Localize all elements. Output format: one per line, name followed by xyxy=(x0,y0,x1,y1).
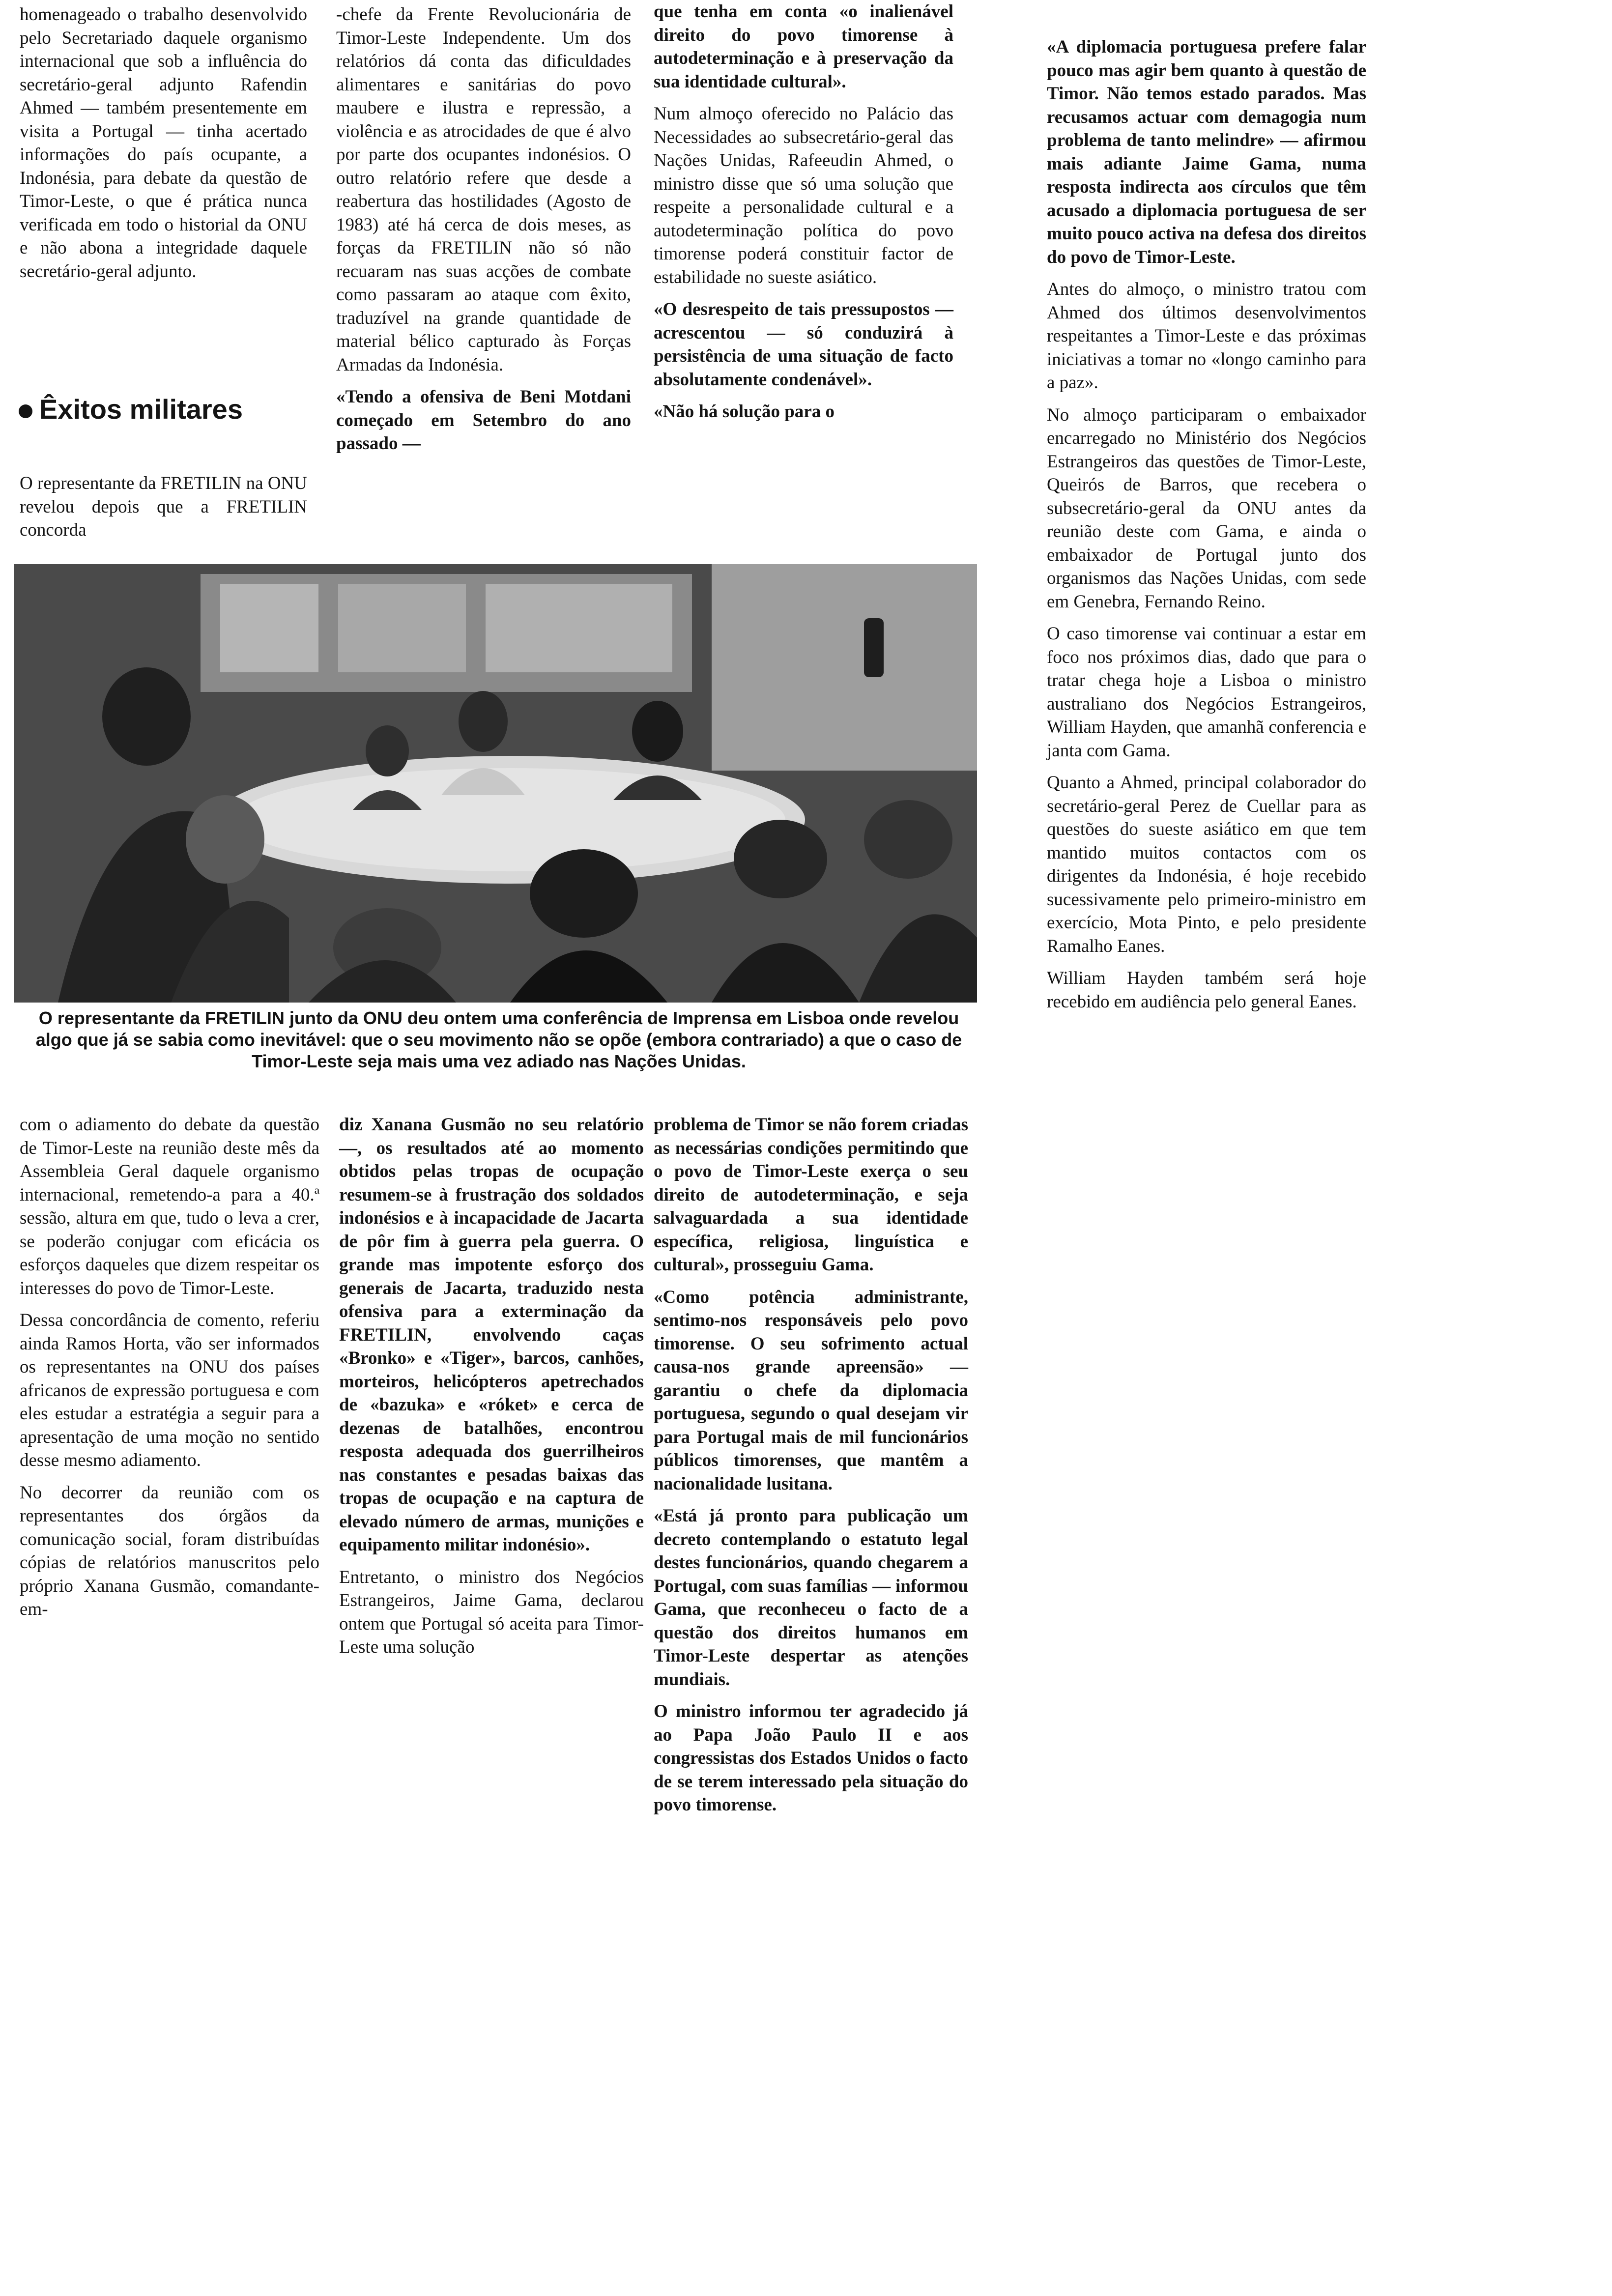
article-column-3 xyxy=(654,0,953,432)
paragraph: Entretanto, o ministro dos Negócios Estrangeiros, Jaime Gama, declarou ontem que Portugal só aceita para Timor-Leste uma solução xyxy=(339,1567,644,1657)
photo-caption: O representante da FRETILIN junto da ONU deu ontem uma conferência de Imprensa em Lisboa onde revelou algo que já se sabia como inevitável: que o seu movimento não se opõe (embora contrariado) a que o caso de Timor-Leste seja mais uma vez adiado nas Nações Unidas. xyxy=(35,1008,962,1071)
paragraph-quote: «A diplomacia portuguesa prefere falar pouco mas agir bem quanto à questão de Timor. Não temos estado parados. Mas recusamos actuar com demagogia num problema de tanto melindre» — afirmou mais adiante Jaime Gama, numa resposta indirecta aos círculos que têm acusado a diplomacia portuguesa de ser muito pouco activa na defesa dos direitos do povo de Timor-Leste. xyxy=(1047,37,1366,267)
article-column-1b xyxy=(20,472,307,551)
paragraph-quote: O ministro informou ter agradecido já ao Papa João Paulo II e aos congressistas dos Estados Unidos o facto de se terem interessado pela situação do povo timorense. xyxy=(654,1701,968,1815)
paragraph: com o adiamento do debate da questão de Timor-Leste na reunião deste mês da Assembleia Geral daquele organismo internacional, remetendo-a para a 40.ª sessão, altura em que, tudo o leva a crer, se poderão conjugar com eficácia os esforços daqueles que dizem respeitar os interesses do povo de Timor-Leste. xyxy=(20,1115,319,1298)
section-heading-text: Êxitos militares xyxy=(39,394,243,425)
section-heading xyxy=(19,393,314,426)
paragraph-quote: «O desrespeito de tais pressupostos — acrescentou — só conduzirá à persistência de uma situação de facto absolutamente condenável». xyxy=(654,299,953,390)
paragraph: O caso timorense vai continuar a estar em foco nos próximos dias, dado que para o tratar chega hoje a Lisboa o ministro australiano dos Negócios Estrangeiros, William Hayden, que amanhã conferencia e janta com Gama. xyxy=(1047,624,1366,761)
paragraph: Quanto a Ahmed, principal colaborador do secretário-geral Perez de Cuellar para as questões do sueste asiático em que tem mantido muitos contactos com os dirigentes da Indonésia, é hoje recebido sucessivamente pelo primeiro-ministro em exercício, Mota Pinto, e pelo presidente Ramalho Eanes. xyxy=(1047,773,1366,956)
paragraph: William Hayden também será hoje recebido em audiência pelo general Eanes. xyxy=(1047,968,1366,1012)
article-column-6 xyxy=(339,1113,644,1668)
paragraph: homenageado o trabalho desenvolvido pelo Secretariado daquele organismo internacional que sob a influência do secretário-geral adjunto Rafendin Ahmed — também presentemente em visita a Portugal — tinha acertado informações do país ocupante, a Indonésia, para debate da questão de Timor-Leste, o que é prática nunca verificada em todo o historial da ONU e não abona a integridade daquele secretário-geral adjunto. xyxy=(20,4,307,282)
article-column-1 xyxy=(20,3,307,292)
paragraph: O representante da FRETILIN na ONU revelou depois que a FRETILIN concorda xyxy=(20,473,307,540)
article-column-4 xyxy=(1047,35,1366,1022)
photo-illustration xyxy=(14,564,977,1003)
paragraph-quote: problema de Timor se não forem criadas as necessárias condições permitindo que o povo de Timor-Leste exerça o seu direito de autodeterminação, e seja salvaguardada a sua identidade específica, religiosa, linguística e cultural», prosseguiu Gama. xyxy=(654,1115,968,1275)
bullet-icon xyxy=(19,404,32,418)
article-column-5 xyxy=(20,1113,319,1630)
paragraph-quote: «Está já pronto para publicação um decreto contemplando o estatuto legal destes funcionários, quando chegarem a Portugal, com suas famílias — informou Gama, que reconheceu o facto de a questão dos direitos humanos em Timor-Leste despertar as atenções mundiais. xyxy=(654,1506,968,1690)
paragraph: -chefe da Frente Revolucionária de Timor-Leste Independente. Um dos relatórios dá conta das dificuldades alimentares e sanitárias do povo maubere e ilustra e repressão, a violência e as atrocidades de que é alvo por parte dos ocupantes indonésios. O outro relatório refere que desde a reabertura das hostilidades (Agosto de 1983) até há cerca de dois meses, as forças da FRETILIN não só não recuaram nas suas acções de combate como passaram ao ataque com êxito, traduzível na grande quantidade de material bélico capturado às Forças Armadas da Indonésia. xyxy=(336,4,631,375)
paragraph-quote: que tenha em conta «o inalienável direito do povo timorense à autodeterminação e à preservação da sua identidade cultural». xyxy=(654,1,953,92)
paragraph: Dessa concordância de comento, referiu ainda Ramos Horta, vão ser informados os representantes na ONU dos países africanos de expressão portuguesa e com eles estudar a estratégia a seguir para a apresentação de uma moção no sentido desse mesmo adiamento. xyxy=(20,1310,319,1470)
paragraph-quote: «Como potência administrante, sentimo-nos responsáveis pelo povo timorense. O seu sofrimento actual causa-nos grande apreensão» — garantiu o chefe da diplomacia portuguesa, segundo o qual desejam vir para Portugal mais de mil funcionários públicos timorenses, que mantêm a nacionalidade lusitana. xyxy=(654,1287,968,1494)
paragraph-quote: «Tendo a ofensiva de Beni Motdani começado em Setembro do ano passado — xyxy=(336,387,631,454)
paragraph: No decorrer da reunião com os representantes dos órgãos da comunicação social, foram distribuídas cópias de relatórios manuscritos pelo próprio Xanana Gusmão, comandante-em- xyxy=(20,1482,319,1619)
paragraph: Num almoço oferecido no Palácio das Necessidades ao subsecretário-geral das Nações Unidas, Rafeeudin Ahmed, o ministro disse que só uma solução que respeite a personalidade cultural e a autodeterminação política do povo timorense poderá constituir factor de estabilidade no sueste asiático. xyxy=(654,104,953,287)
paragraph-quote: diz Xanana Gusmão no seu relatório —, os resultados até ao momento obtidos pelas tropas de ocupação resumem-se à frustração dos soldados indonésios e à incapacidade de Jacarta de pôr fim à guerra pela guerra. O grande mas impotente esforço dos generais de Jacarta, traduzido nesta ofensiva para a exterminação da FRETILIN, envolvendo caças «Bronko» e «Tiger», barcos, canhões, morteiros, helicópteros apetrechados de «bazuka» e «róket» e cerca de dezenas de batalhões, encontrou resposta adequada dos guerrilheiros nas constantes e pesadas baixas das tropas de ocupação e na captura de elevado número de armas, munições e equipamento militar indonésio». xyxy=(339,1115,644,1555)
paragraph-quote: «Não há solução para o xyxy=(654,402,835,422)
paragraph: No almoço participaram o embaixador encarregado no Ministério dos Negócios Estrangeiros das questões de Timor-Leste, Queirós de Barros, que recebera o subsecretário-geral da ONU antes da reunião deste com Gama, e ainda o embaixador de Portugal junto dos organismos das Nações Unidas, com sede em Genebra, Fernando Reino. xyxy=(1047,404,1366,612)
article-column-2 xyxy=(336,3,631,464)
paragraph: Antes do almoço, o ministro tratou com Ahmed dos últimos desenvolvimentos respeitantes a Timor-Leste e das próximas iniciativas a tomar no «longo caminho para a paz». xyxy=(1047,279,1366,393)
press-conference-photo xyxy=(14,564,977,1003)
article-column-7 xyxy=(654,1113,968,1826)
